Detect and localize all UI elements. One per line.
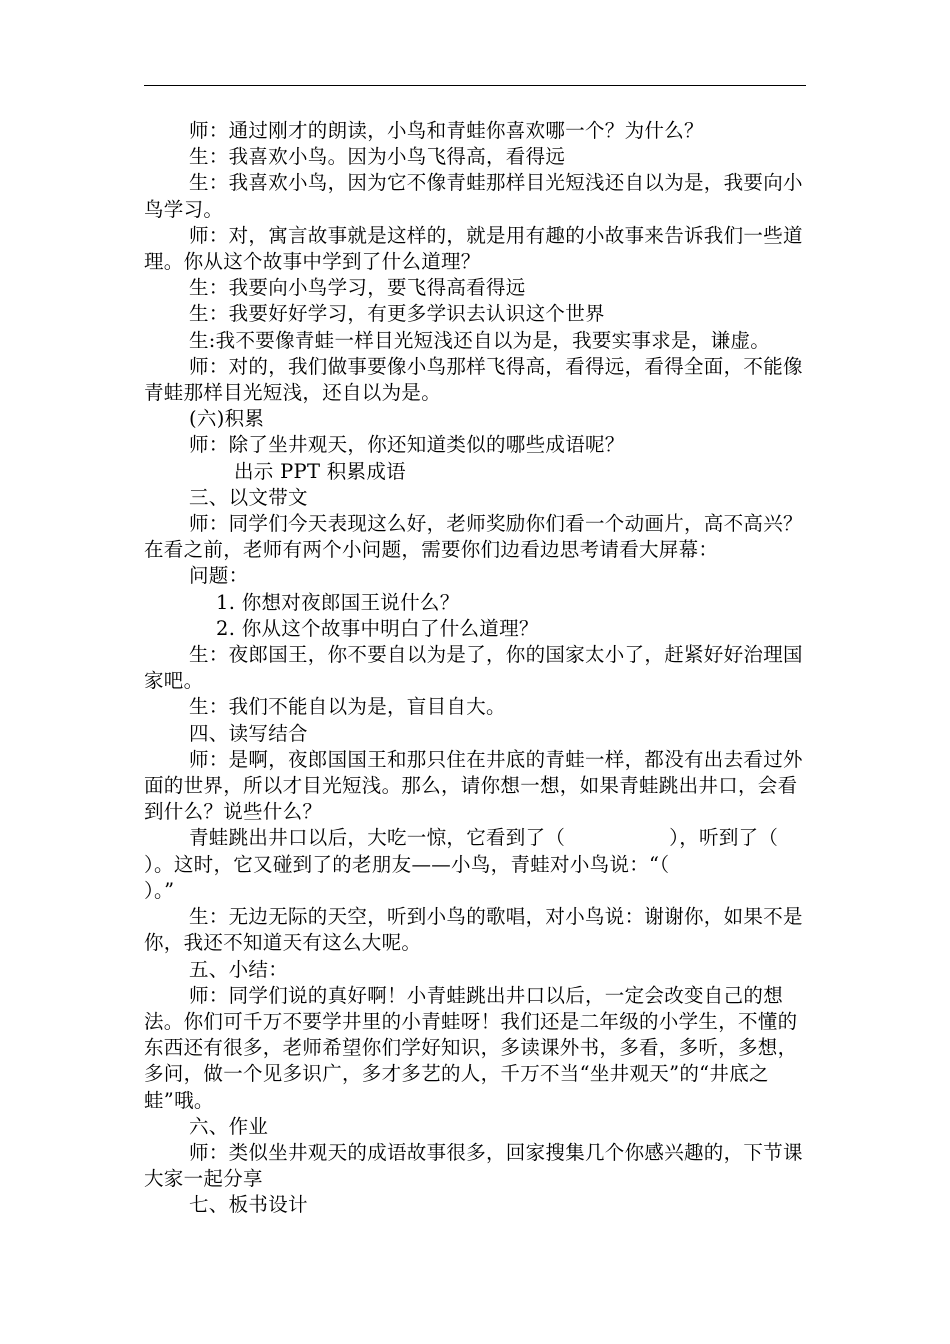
paragraph: 师：类似坐井观天的成语故事很多，回家搜集几个你感兴趣的，下节课大家一起分享 — [144, 1140, 803, 1191]
paragraph: 生：我喜欢小鸟。因为小鸟飞得高，看得远 — [189, 145, 566, 169]
fill-in-exercise: 青蛙跳出井口以后，大吃一惊，它看到了（ ），听到了（ ）。这时，它又碰到了的老朋友——小鸟，青蛙对小鸟说：“（ ）。” — [144, 826, 857, 902]
paragraph: 生：我喜欢小鸟，因为它不像青蛙那样目光短浅还自以为是，我要向小鸟学习。 — [144, 171, 803, 221]
paragraph: 师：是啊，夜郎国国王和那只住在井底的青蛙一样，都没有出去看过外面的世界，所以才目光短浅。那么，请你想一想，如果青蛙跳出井口，会看到什么？说些什么？ — [144, 747, 803, 824]
paragraph: 生：无边无际的天空，听到小鸟的歌唱，对小鸟说：谢谢你，如果不是你，我还不知道天有这么大呢。 — [144, 905, 803, 955]
section-heading: 五、小结： — [189, 957, 289, 981]
section-heading: 四、读写结合 — [189, 721, 308, 745]
document-body — [144, 118, 857, 1219]
section-heading: 六、作业 — [189, 1114, 269, 1138]
list-item: 2. 你从这个故事中明白了什么道理？ — [216, 616, 539, 640]
paragraph: 生：夜郎国王，你不要自以为是了，你的国家太小了，赶紧好好治理国家吧。 — [144, 643, 803, 693]
section-heading: (六)积累 — [189, 407, 265, 431]
paragraph: 生：我要向小鸟学习，要飞得高看得远 — [189, 276, 526, 300]
paragraph: 问题： — [189, 564, 249, 588]
header-rule — [144, 85, 806, 86]
paragraph: 生：我们不能自以为是，盲目自大。 — [189, 695, 506, 719]
paragraph: 师：通过刚才的朗读，小鸟和青蛙你喜欢哪一个？为什么？ — [189, 119, 704, 142]
paragraph: 师：同学们说的真好啊！小青蛙跳出井口以后，一定会改变自己的想法。你们可千万不要学井里的小青蛙呀！我们还是二年级的小学生，不懂的东西还有很多，老师希望你们学好知识，多读课外书，多看，多听，多想，多问，做一个见多识广，多才多艺的人，千万不当“坐井观天”的“井底之蛙”哦。 — [144, 983, 798, 1112]
section-heading: 三、以文带文 — [189, 485, 308, 509]
paragraph: 生:我不要像青蛙一样目光短浅还自以为是，我要实事求是，谦虚。 — [189, 328, 771, 352]
paragraph: 师：同学们今天表现这么好，老师奖励你们看一个动画片，高不高兴？在看之前，老师有两个小问题，需要你们边看边思考请看大屏幕： — [144, 512, 803, 562]
list-item: 1. 你想对夜郎国王说什么？ — [216, 590, 460, 614]
section-heading: 七、板书设计 — [189, 1193, 308, 1217]
paragraph: 生：我要好好学习，有更多学识去认识这个世界 — [189, 302, 605, 326]
paragraph: 师：对，寓言故事就是这样的，就是用有趣的小故事来告诉我们一些道理。你从这个故事中学到了什么道理？ — [144, 223, 803, 274]
paragraph: 师：除了坐井观天，你还知道类似的哪些成语呢？ — [189, 433, 625, 457]
paragraph: 师：对的，我们做事要像小鸟那样飞得高，看得远，看得全面，不能像青蛙那样目光短浅，还自以为是。 — [144, 354, 803, 405]
paragraph: 出示 PPT 积累成语 — [234, 459, 406, 483]
